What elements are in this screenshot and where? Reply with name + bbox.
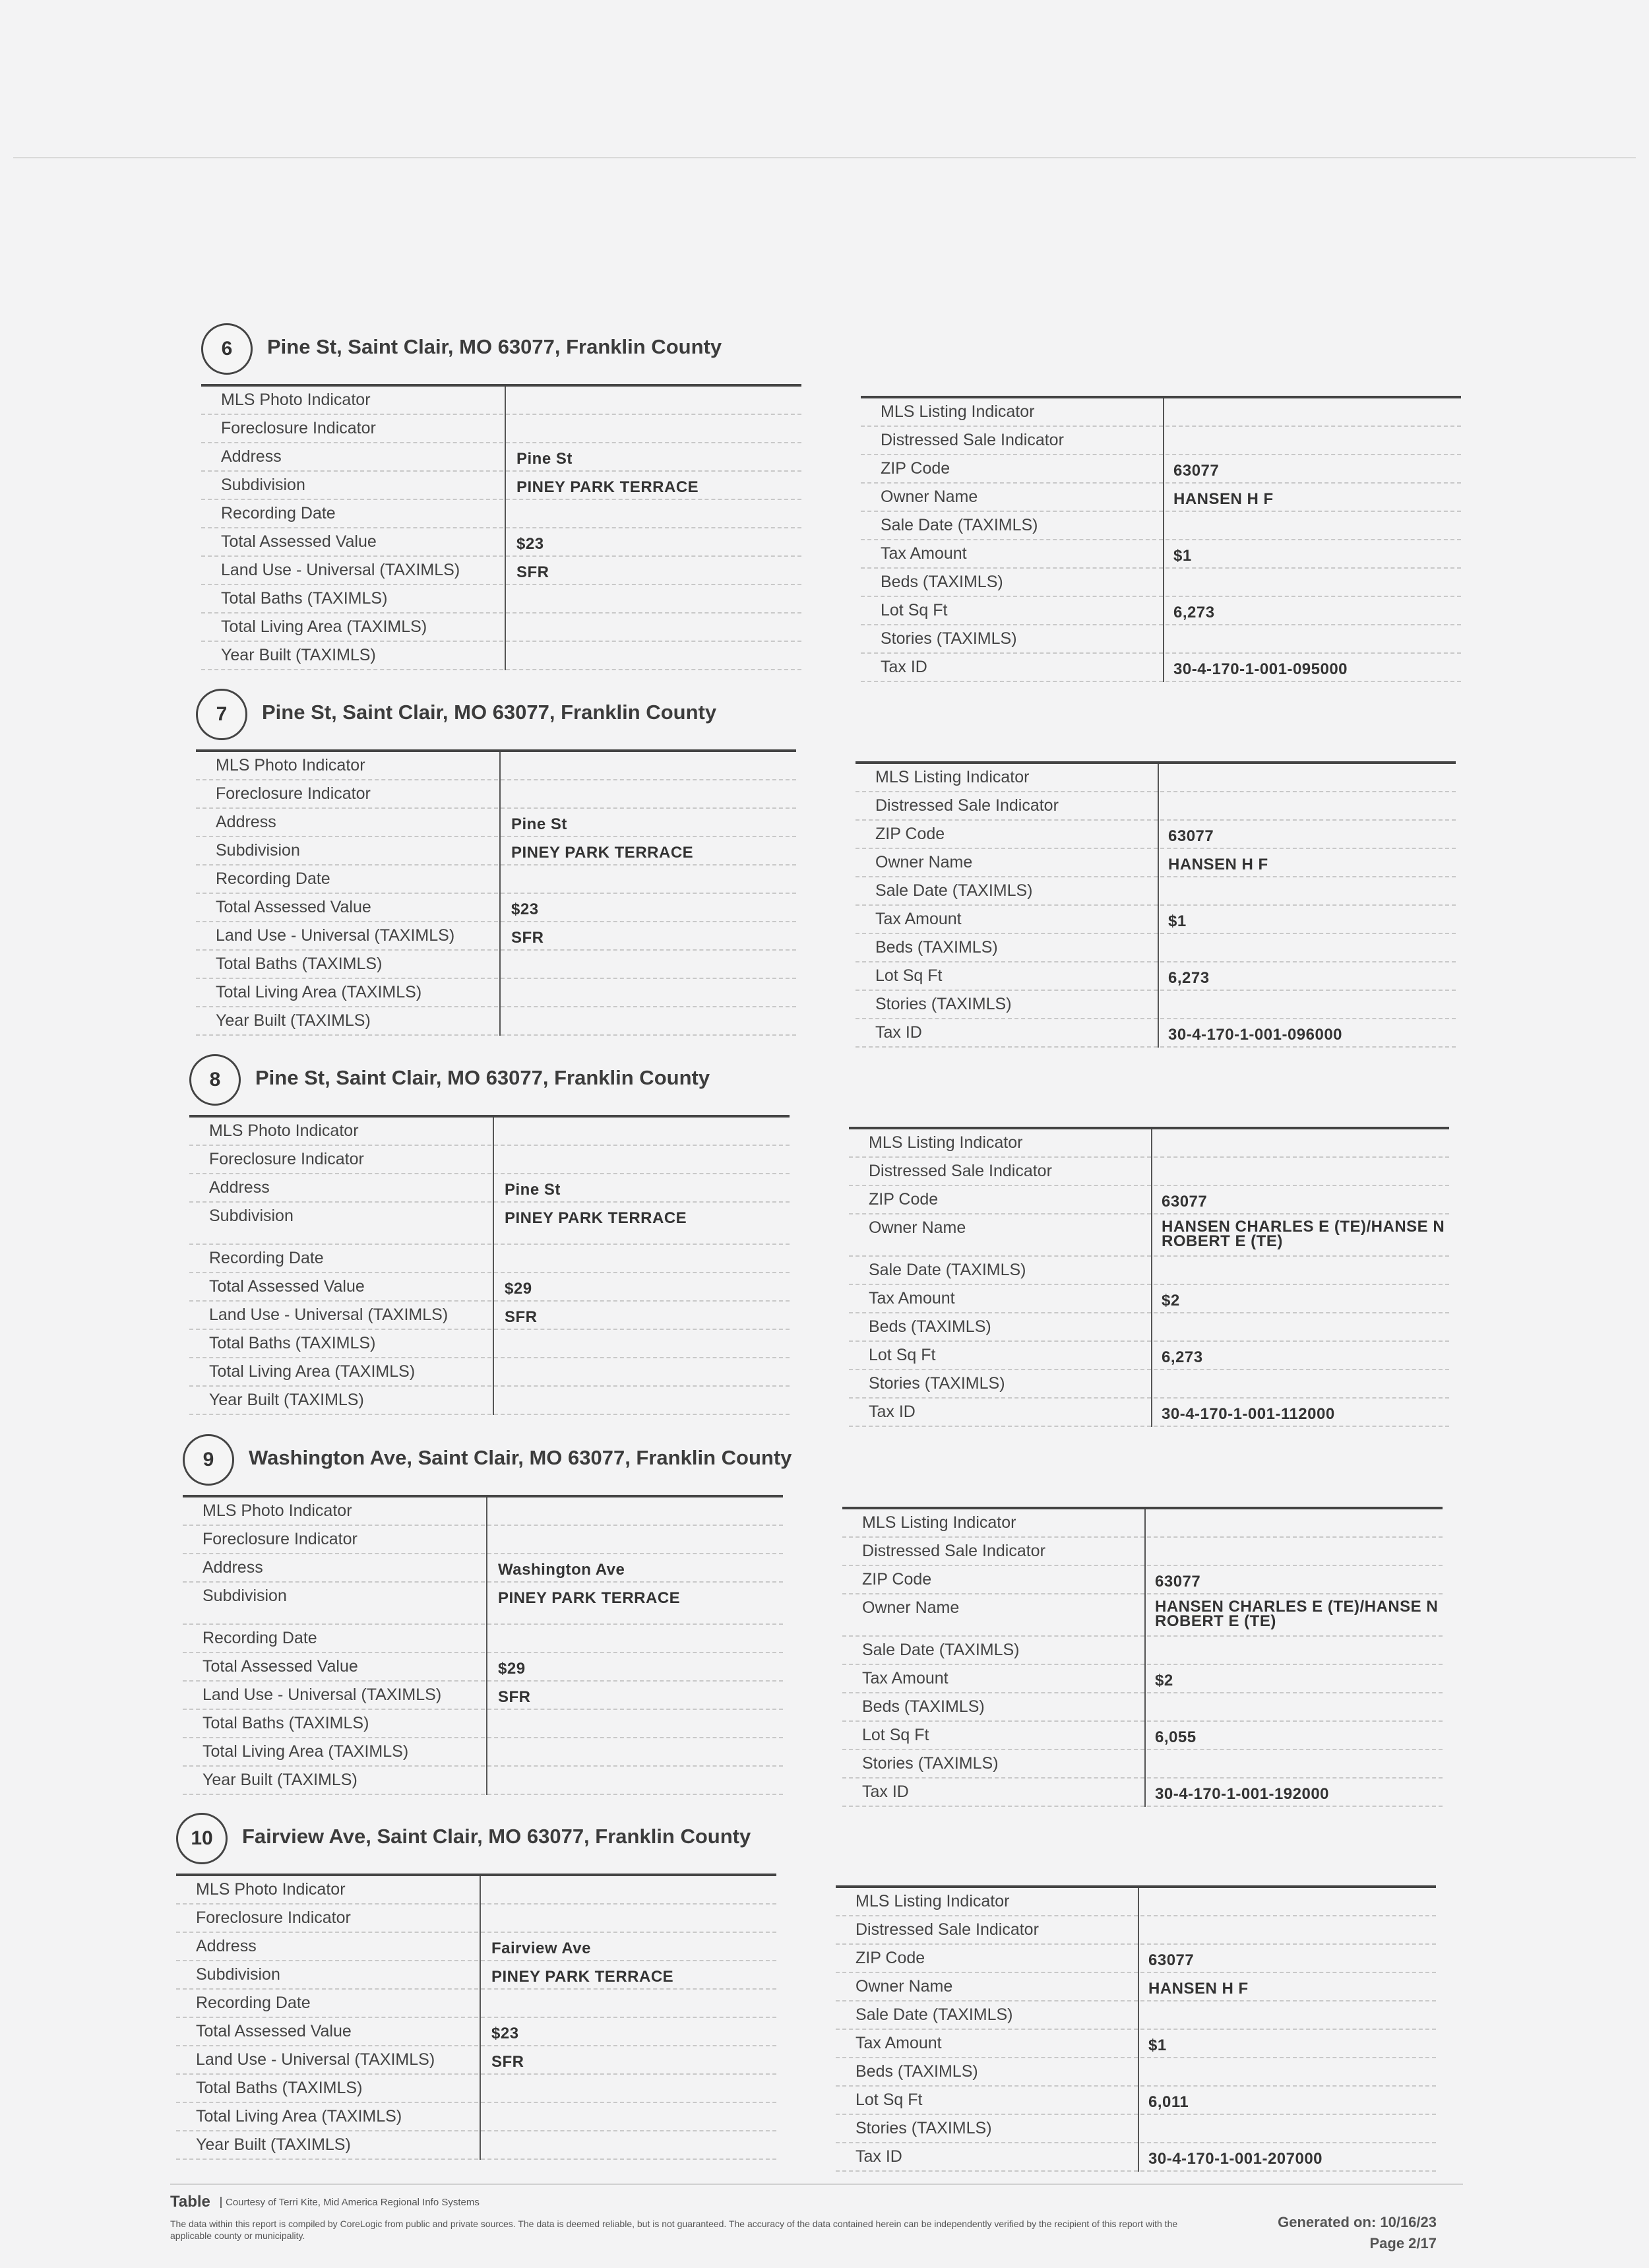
property-title: Pine St, Saint Clair, MO 63077, Franklin County: [255, 1066, 710, 1089]
field-label: ZIP Code: [869, 1190, 939, 1209]
field-value: SFR: [491, 2053, 524, 2071]
field-value: Pine St: [505, 1181, 561, 1199]
table-row: [183, 1682, 783, 1710]
table-row: [849, 1158, 1449, 1186]
field-value: 30-4-170-1-001-192000: [1155, 1785, 1330, 1803]
table-row: [176, 2046, 776, 2075]
table-row: [189, 1302, 790, 1330]
field-label: Owner Name: [856, 1977, 953, 1996]
field-value: 63077: [1173, 462, 1220, 480]
table-row: [189, 1273, 790, 1302]
field-label: MLS Photo Indicator: [202, 1501, 352, 1520]
table-row: [849, 1342, 1449, 1370]
field-label: Sale Date (TAXIMLS): [881, 516, 1038, 534]
table-row: [856, 821, 1456, 849]
table-row: [861, 569, 1461, 597]
table-row: [836, 1973, 1436, 2001]
table-row: [196, 894, 796, 922]
table-row: [189, 1203, 790, 1245]
field-label: Tax ID: [856, 2147, 902, 2166]
table-row: [856, 792, 1456, 821]
field-label: Distressed Sale Indicator: [856, 1920, 1039, 1939]
table-row: [183, 1738, 783, 1767]
table-row: [196, 922, 796, 951]
field-label: Distressed Sale Indicator: [869, 1162, 1052, 1180]
field-value: 63077: [1162, 1193, 1208, 1211]
property-title: Fairview Ave, Saint Clair, MO 63077, Franklin County: [242, 1825, 751, 1848]
table-row: [856, 906, 1456, 934]
field-label: Tax ID: [881, 658, 927, 676]
field-value: 30-4-170-1-001-112000: [1162, 1405, 1335, 1423]
table-row: [201, 557, 801, 585]
property-table-right: [836, 1885, 1436, 2172]
table-row: [201, 500, 801, 528]
table-row: [849, 1186, 1449, 1214]
field-value: HANSEN H F: [1168, 856, 1268, 873]
field-value: SFR: [505, 1308, 538, 1326]
table-row: [849, 1129, 1449, 1158]
field-value: 6,273: [1168, 969, 1210, 987]
field-label: Year Built (TAXIMLS): [196, 2135, 351, 2154]
footer-disclaimer: The data within this report is compiled by CoreLogic from public and private sources. The data is deemed reliable, but is not guaranteed. The accuracy of the data contained herein can be independently verified by the recipient of this report with the applicable county or municipality.: [170, 2219, 1178, 2241]
report-footer: [170, 2184, 1463, 2257]
field-label: MLS Listing Indicator: [862, 1513, 1016, 1532]
property-header: [189, 1054, 1443, 1107]
table-row: [836, 1916, 1436, 1945]
property-table-left: [201, 384, 801, 670]
field-label: Owner Name: [869, 1218, 966, 1237]
field-value: HANSEN CHARLES E (TE)/HANSE N ROBERT E (TE): [1162, 1218, 1445, 1250]
field-label: Lot Sq Ft: [875, 966, 943, 985]
table-row: [201, 387, 801, 415]
table-row: [842, 1538, 1443, 1566]
field-label: MLS Photo Indicator: [221, 391, 371, 409]
field-label: MLS Photo Indicator: [196, 1880, 346, 1899]
table-row: [183, 1625, 783, 1653]
field-label: Total Living Area (TAXIMLS): [196, 2107, 402, 2126]
table-row: [189, 1118, 790, 1146]
field-label: Sale Date (TAXIMLS): [869, 1261, 1026, 1279]
field-value: 6,273: [1162, 1348, 1203, 1366]
field-value: $2: [1155, 1672, 1173, 1689]
field-label: Tax Amount: [881, 544, 967, 563]
field-label: Recording Date: [216, 869, 330, 888]
table-row: [861, 625, 1461, 654]
field-label: Tax ID: [869, 1402, 916, 1421]
table-row: [201, 443, 801, 472]
field-label: Stories (TAXIMLS): [869, 1374, 1005, 1393]
field-label: Total Living Area (TAXIMLS): [216, 983, 422, 1001]
field-value: $1: [1168, 912, 1187, 930]
table-row: [183, 1526, 783, 1554]
property-header: [183, 1434, 1436, 1487]
table-row: [849, 1399, 1449, 1427]
table-row: [201, 528, 801, 557]
property-number-badge: 7: [196, 689, 247, 740]
field-label: MLS Photo Indicator: [216, 756, 365, 774]
table-row: [861, 512, 1461, 540]
field-label: Sale Date (TAXIMLS): [862, 1641, 1020, 1659]
property-title: Pine St, Saint Clair, MO 63077, Franklin County: [267, 335, 722, 358]
property-section-8: [189, 1054, 1456, 1423]
table-row: [842, 1750, 1443, 1779]
field-label: Beds (TAXIMLS): [869, 1317, 991, 1336]
field-label: Address: [196, 1937, 257, 1955]
field-label: Owner Name: [875, 853, 973, 871]
field-label: Total Living Area (TAXIMLS): [221, 617, 427, 636]
table-row: [842, 1665, 1443, 1693]
field-label: Foreclosure Indicator: [196, 1908, 351, 1927]
field-label: Land Use - Universal (TAXIMLS): [202, 1685, 442, 1704]
property-section-6: [201, 323, 1468, 678]
field-label: Stories (TAXIMLS): [881, 629, 1017, 648]
table-row: [842, 1779, 1443, 1807]
property-section-9: [183, 1434, 1449, 1803]
table-row: [856, 991, 1456, 1019]
table-row: [196, 752, 796, 780]
field-value: $23: [516, 535, 544, 553]
table-row: [183, 1583, 783, 1625]
field-label: Total Baths (TAXIMLS): [209, 1334, 376, 1352]
field-label: Total Living Area (TAXIMLS): [209, 1362, 416, 1381]
property-header: [196, 689, 1449, 741]
field-label: Lot Sq Ft: [881, 601, 948, 619]
field-label: Subdivision: [221, 476, 305, 494]
field-label: MLS Listing Indicator: [881, 402, 1035, 421]
field-label: MLS Listing Indicator: [856, 1892, 1010, 1910]
field-value: PINEY PARK TERRACE: [491, 1968, 674, 1986]
table-row: [189, 1358, 790, 1387]
property-section-10: [176, 1813, 1443, 2168]
table-row: [836, 1945, 1436, 1973]
field-label: Total Baths (TAXIMLS): [216, 955, 383, 973]
field-value: $29: [505, 1280, 532, 1298]
table-row: [842, 1637, 1443, 1665]
table-row: [856, 877, 1456, 906]
table-row: [842, 1509, 1443, 1538]
field-value: SFR: [498, 1688, 531, 1706]
table-row: [189, 1387, 790, 1415]
table-row: [176, 1876, 776, 1905]
field-label: Foreclosure Indicator: [216, 784, 371, 803]
field-value: 6,273: [1173, 604, 1215, 621]
table-row: [189, 1245, 790, 1273]
table-row: [849, 1257, 1449, 1285]
property-table-left: [196, 749, 796, 1036]
field-label: ZIP Code: [881, 459, 950, 478]
field-label: Foreclosure Indicator: [202, 1530, 358, 1548]
field-label: Beds (TAXIMLS): [881, 573, 1003, 591]
property-number-badge: 9: [183, 1434, 234, 1486]
field-value: 6,055: [1155, 1728, 1197, 1746]
field-label: Address: [221, 447, 282, 466]
field-label: ZIP Code: [856, 1949, 925, 1967]
field-label: Stories (TAXIMLS): [862, 1754, 999, 1773]
footer-courtesy: Courtesy of Terri Kite, Mid America Regional Info Systems: [220, 2197, 480, 2208]
property-header: [176, 1813, 1429, 1866]
field-label: Distressed Sale Indicator: [875, 796, 1059, 815]
table-row: [196, 866, 796, 894]
table-row: [836, 1888, 1436, 1916]
table-row: [856, 962, 1456, 991]
field-label: Total Living Area (TAXIMLS): [202, 1742, 409, 1761]
field-value: SFR: [511, 929, 544, 947]
field-label: Total Assessed Value: [209, 1277, 365, 1296]
field-label: Stories (TAXIMLS): [875, 995, 1012, 1013]
field-label: Subdivision: [196, 1965, 280, 1984]
field-value: PINEY PARK TERRACE: [505, 1209, 687, 1227]
field-label: ZIP Code: [862, 1570, 932, 1589]
field-value: $1: [1148, 2036, 1167, 2054]
field-label: Tax Amount: [869, 1289, 955, 1307]
field-value: Pine St: [516, 450, 573, 468]
table-row: [861, 484, 1461, 512]
table-row: [189, 1174, 790, 1203]
field-value: $23: [511, 900, 539, 918]
property-number-badge: 8: [189, 1054, 241, 1106]
property-table-left: [176, 1874, 776, 2160]
field-value: $2: [1162, 1292, 1180, 1309]
field-label: Subdivision: [216, 841, 300, 860]
field-label: Lot Sq Ft: [862, 1726, 929, 1744]
table-row: [842, 1566, 1443, 1594]
field-value: HANSEN CHARLES E (TE)/HANSE N ROBERT E (TE): [1155, 1598, 1439, 1630]
field-value: PINEY PARK TERRACE: [511, 844, 694, 862]
field-label: Owner Name: [881, 488, 978, 506]
field-label: Land Use - Universal (TAXIMLS): [221, 561, 460, 579]
field-label: Sale Date (TAXIMLS): [856, 2005, 1013, 2024]
table-row: [196, 837, 796, 866]
table-row: [836, 2115, 1436, 2143]
field-label: Lot Sq Ft: [856, 2091, 923, 2109]
table-row: [176, 1990, 776, 2018]
field-label: Total Assessed Value: [202, 1657, 358, 1676]
table-row: [861, 540, 1461, 569]
table-row: [836, 2143, 1436, 2172]
field-label: MLS Listing Indicator: [875, 768, 1030, 786]
table-row: [842, 1722, 1443, 1750]
table-row: [849, 1313, 1449, 1342]
table-row: [861, 398, 1461, 427]
table-row: [196, 809, 796, 837]
field-label: Tax ID: [875, 1023, 922, 1042]
table-row: [849, 1214, 1449, 1257]
field-label: Address: [216, 813, 276, 831]
table-row: [849, 1370, 1449, 1399]
field-label: Recording Date: [196, 1994, 311, 2012]
property-table-left: [183, 1495, 783, 1795]
field-value: HANSEN H F: [1173, 490, 1274, 508]
table-row: [176, 2103, 776, 2131]
field-label: Tax Amount: [856, 2034, 942, 2052]
property-number-badge: 10: [176, 1813, 228, 1864]
table-row: [176, 1961, 776, 1990]
table-row: [183, 1653, 783, 1682]
property-number-badge: 6: [201, 323, 253, 375]
field-value: 30-4-170-1-001-207000: [1148, 2150, 1323, 2168]
field-value: PINEY PARK TERRACE: [498, 1589, 681, 1607]
table-row: [856, 849, 1456, 877]
field-label: Land Use - Universal (TAXIMLS): [216, 926, 455, 945]
table-row: [842, 1693, 1443, 1722]
field-label: Beds (TAXIMLS): [875, 938, 998, 957]
property-table-right: [849, 1127, 1449, 1427]
field-label: Stories (TAXIMLS): [856, 2119, 992, 2137]
table-row: [836, 2058, 1436, 2087]
table-row: [849, 1285, 1449, 1313]
table-row: [189, 1146, 790, 1174]
table-row: [856, 934, 1456, 962]
table-row: [196, 979, 796, 1007]
field-value: $29: [498, 1660, 526, 1678]
field-label: Foreclosure Indicator: [221, 419, 376, 437]
property-header: [201, 323, 1454, 376]
field-label: Recording Date: [209, 1249, 324, 1267]
table-row: [836, 2001, 1436, 2030]
generated-date: Generated on: 10/16/23: [1278, 2214, 1437, 2230]
field-value: HANSEN H F: [1148, 1980, 1249, 1998]
table-row: [183, 1710, 783, 1738]
field-label: Foreclosure Indicator: [209, 1150, 364, 1168]
field-label: Year Built (TAXIMLS): [202, 1771, 358, 1789]
field-label: Year Built (TAXIMLS): [221, 646, 376, 664]
field-label: Subdivision: [202, 1587, 287, 1605]
field-label: Distressed Sale Indicator: [881, 431, 1064, 449]
field-label: Total Assessed Value: [216, 898, 371, 916]
table-row: [176, 1933, 776, 1961]
field-label: Owner Name: [862, 1598, 960, 1617]
table-row: [201, 415, 801, 443]
field-label: Recording Date: [202, 1629, 317, 1647]
field-label: Address: [209, 1178, 270, 1197]
field-value: $23: [491, 2025, 519, 2042]
field-label: Total Baths (TAXIMLS): [202, 1714, 369, 1732]
table-row: [176, 1905, 776, 1933]
table-row: [183, 1497, 783, 1526]
table-row: [183, 1554, 783, 1583]
table-row: [196, 780, 796, 809]
field-label: Year Built (TAXIMLS): [209, 1391, 364, 1409]
field-value: $1: [1173, 547, 1192, 565]
field-label: Tax Amount: [875, 910, 962, 928]
field-label: Subdivision: [209, 1207, 294, 1225]
property-table-left: [189, 1115, 790, 1415]
table-row: [176, 2075, 776, 2103]
table-row: [201, 642, 801, 670]
page-number: Page 2/17: [1369, 2235, 1437, 2252]
field-value: 63077: [1168, 827, 1214, 845]
field-label: Recording Date: [221, 504, 336, 522]
property-table-right: [842, 1507, 1443, 1807]
field-value: PINEY PARK TERRACE: [516, 478, 699, 496]
field-value: 63077: [1155, 1573, 1201, 1591]
table-row: [196, 1007, 796, 1036]
table-row: [861, 427, 1461, 455]
table-row: [842, 1594, 1443, 1637]
table-row: [856, 764, 1456, 792]
table-row: [201, 472, 801, 500]
page-top-border: [13, 157, 1636, 158]
field-label: Sale Date (TAXIMLS): [875, 881, 1033, 900]
field-label: Total Assessed Value: [196, 2022, 352, 2040]
table-row: [861, 597, 1461, 625]
table-row: [189, 1330, 790, 1358]
table-row: [861, 654, 1461, 682]
field-label: Total Baths (TAXIMLS): [221, 589, 388, 608]
field-label: Tax ID: [862, 1782, 909, 1801]
field-label: Land Use - Universal (TAXIMLS): [209, 1306, 449, 1324]
table-row: [183, 1767, 783, 1795]
field-value: Washington Ave: [498, 1561, 625, 1579]
field-label: Distressed Sale Indicator: [862, 1542, 1045, 1560]
table-row: [201, 585, 801, 614]
field-value: 6,011: [1148, 2093, 1189, 2111]
field-label: Beds (TAXIMLS): [856, 2062, 978, 2081]
property-table-right: [856, 761, 1456, 1048]
table-row: [856, 1019, 1456, 1048]
field-label: MLS Photo Indicator: [209, 1121, 359, 1140]
field-label: Tax Amount: [862, 1669, 949, 1687]
field-label: Total Assessed Value: [221, 532, 377, 551]
field-label: Address: [202, 1558, 263, 1577]
table-row: [176, 2018, 776, 2046]
property-table-right: [861, 396, 1461, 682]
field-value: Pine St: [511, 815, 567, 833]
footer-table-label: Table: [170, 2193, 210, 2211]
field-label: Land Use - Universal (TAXIMLS): [196, 2050, 435, 2069]
table-row: [196, 951, 796, 979]
field-value: 63077: [1148, 1951, 1195, 1969]
field-label: ZIP Code: [875, 825, 945, 843]
field-label: Lot Sq Ft: [869, 1346, 936, 1364]
field-value: Fairview Ave: [491, 1939, 591, 1957]
table-row: [836, 2030, 1436, 2058]
field-label: MLS Listing Indicator: [869, 1133, 1023, 1152]
table-row: [176, 2131, 776, 2160]
field-value: SFR: [516, 563, 549, 581]
property-section-7: [196, 689, 1462, 1044]
field-value: 30-4-170-1-001-096000: [1168, 1026, 1343, 1044]
field-label: Beds (TAXIMLS): [862, 1697, 985, 1716]
field-value: 30-4-170-1-001-095000: [1173, 660, 1348, 678]
table-row: [861, 455, 1461, 484]
table-row: [836, 2087, 1436, 2115]
field-label: Year Built (TAXIMLS): [216, 1011, 371, 1030]
property-title: Pine St, Saint Clair, MO 63077, Franklin County: [262, 701, 717, 724]
field-label: Total Baths (TAXIMLS): [196, 2079, 363, 2097]
table-row: [201, 614, 801, 642]
property-title: Washington Ave, Saint Clair, MO 63077, Franklin County: [249, 1446, 792, 1469]
